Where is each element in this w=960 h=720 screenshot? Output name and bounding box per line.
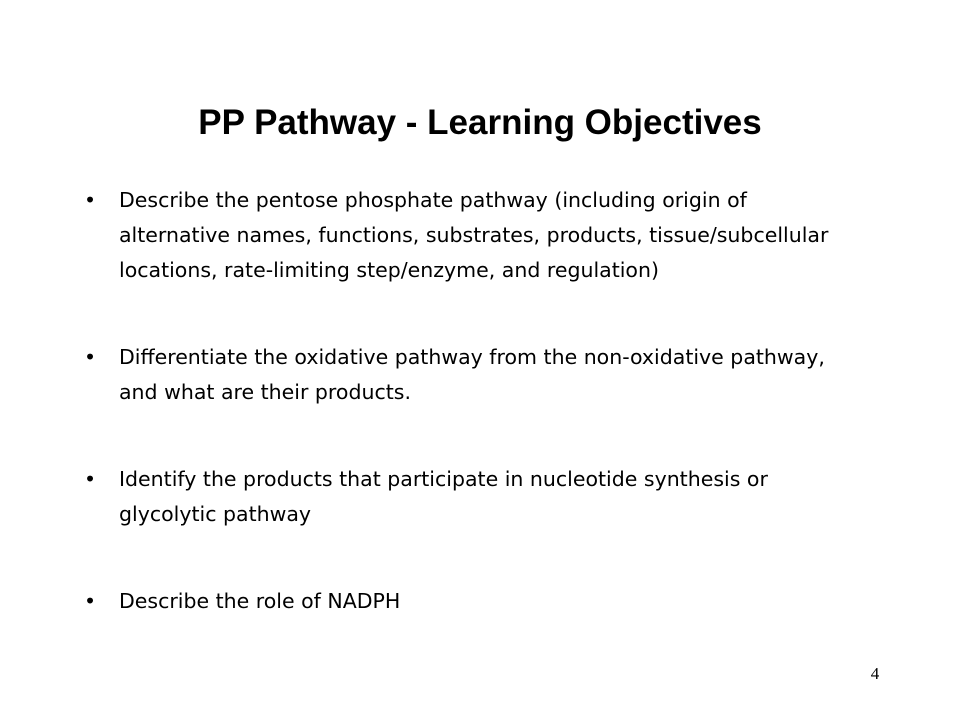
objective-text: Identify the products that participate in nucleotide synthesis or glycolytic pathway xyxy=(119,467,768,526)
page-number: 4 xyxy=(870,664,880,683)
bullet-icon: • xyxy=(84,188,97,212)
objective-item xyxy=(84,462,864,532)
bullet-icon: • xyxy=(84,589,97,613)
objective-text: Differentiate the oxidative pathway from the non-oxidative pathway, and what are their products. xyxy=(119,345,825,404)
objectives-list xyxy=(84,183,864,619)
objective-item xyxy=(84,183,864,288)
objective-text: Describe the role of NADPH xyxy=(119,589,401,613)
objective-text: Describe the pentose phosphate pathway (including origin of alternative names, functions, substrates, products, tissue/subcellular locations, rate-limiting step/enzyme, and regulation) xyxy=(119,188,829,282)
objective-item xyxy=(84,340,864,410)
slide-title: PP Pathway - Learning Objectives xyxy=(198,103,762,142)
objective-item xyxy=(84,584,864,619)
bullet-icon: • xyxy=(84,345,97,369)
bullet-icon: • xyxy=(84,467,97,491)
